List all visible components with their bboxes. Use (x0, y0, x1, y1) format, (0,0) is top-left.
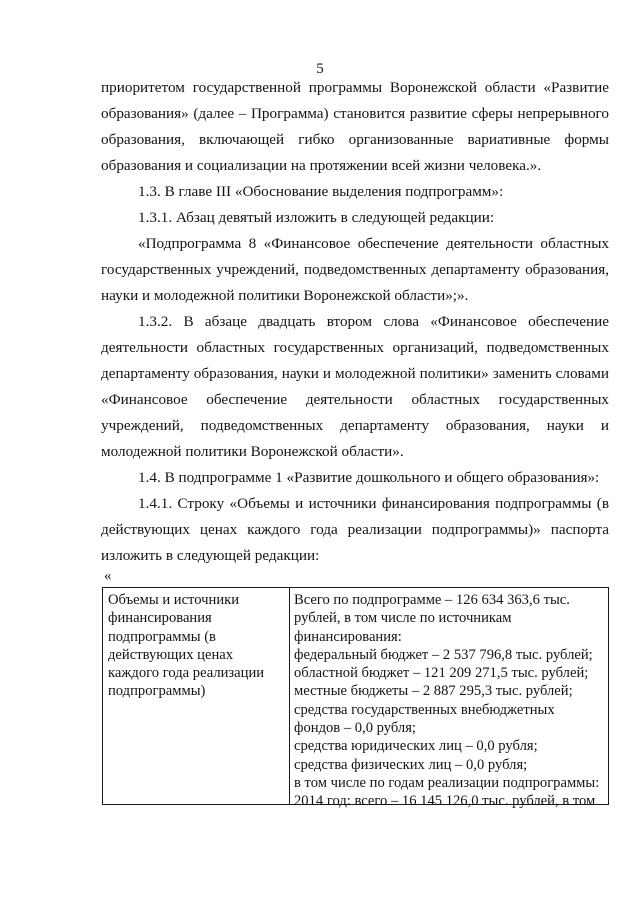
table-label-line: подпрограммы (в (108, 628, 216, 645)
table-value-line: средства физических лиц – 0,0 рубля; (294, 756, 528, 773)
text-line-1: приоритетом государственной программы Воронежской области «Развитие (101, 79, 609, 96)
text-line-4: образования и социализации на протяжении всей жизни человека.». (101, 157, 542, 174)
table-value-line: местные бюджеты – 2 887 295,3 тыс. рублей; (294, 683, 573, 700)
table-column-divider (289, 588, 290, 804)
table-value-line: 2014 год: всего – 16 145 126,0 тыс. рублей, в том (294, 793, 596, 810)
table-label-line: каждого года реализации (108, 665, 265, 682)
text-line-17: 1.4.1. Строку «Объемы и источники финансирования подпрограммы (в (138, 495, 609, 512)
table-value-line: областной бюджет – 121 209 271,5 тыс. рублей; (294, 665, 589, 682)
text-line-11: деятельности областных государственных организаций, подведомственных (101, 339, 609, 356)
text-line-10: 1.3.2. В абзаце двадцать втором слова «Финансовое обеспечение (138, 313, 609, 330)
table-value-line: федеральный бюджет – 2 537 796,8 тыс. рублей; (294, 646, 593, 663)
text-line-14: учреждений, подведомственных департаменту образования, науки и (101, 417, 609, 434)
section-heading-1-3-1: 1.3.1. Абзац девятый изложить в следующей редакции: (138, 209, 495, 226)
text-line-15: молодежной политики Воронежской области». (101, 443, 404, 460)
text-line-19: изложить в следующей редакции: (101, 547, 320, 564)
table-value-line: средства юридических лиц – 0,0 рубля; (294, 738, 538, 755)
table-cell-value (294, 591, 606, 811)
text-line-7: «Подпрограмма 8 «Финансовое обеспечение деятельности областных (138, 235, 609, 252)
text-line-8: государственных учреждений, подведомственных департаменту образования, (101, 261, 609, 278)
text-line-18: действующих ценах каждого года реализации подпрограммы)» паспорта (101, 521, 609, 538)
table-label-line: подпрограммы) (108, 683, 206, 700)
table-value-line: в том числе по годам реализации подпрограммы: (294, 774, 600, 791)
section-heading-1-4: 1.4. В подпрограмме 1 «Развитие дошкольного и общего образования»: (138, 469, 600, 486)
table-label-line: финансирования (108, 610, 212, 627)
text-line-3: образования, включающей гибко организованные вариативные формы (101, 131, 609, 148)
section-heading-1-3: 1.3. В главе III «Обоснование выделения подпрограмм»: (138, 183, 504, 200)
financing-table (102, 587, 609, 810)
table-label-line: Объемы и источники (108, 592, 240, 608)
text-line-12: департаменту образования, науки и молодежной политики» заменить словами (101, 365, 609, 382)
opening-quote: « (104, 568, 112, 584)
table-value-line: средства государственных внебюджетных (294, 701, 555, 718)
table-label-line: действующих ценах (108, 646, 234, 663)
text-line-2: образования» (далее – Программа) становится развитие сферы непрерывного (101, 105, 609, 122)
table-value-line: финансирования: (294, 628, 402, 645)
table-value-line: Всего по подпрограмме – 126 634 363,6 тыс. (294, 592, 570, 608)
table-cell-label (108, 591, 286, 701)
text-line-9: науки и молодежной политики Воронежской области»;». (101, 287, 469, 304)
page-number: 5 (316, 61, 324, 77)
text-line-13: «Финансовое обеспечение деятельности областных государственных (101, 391, 609, 408)
table-value-line: фондов – 0,0 рубля; (294, 720, 416, 737)
table-value-line: рублей, в том числе по источникам (294, 610, 512, 627)
